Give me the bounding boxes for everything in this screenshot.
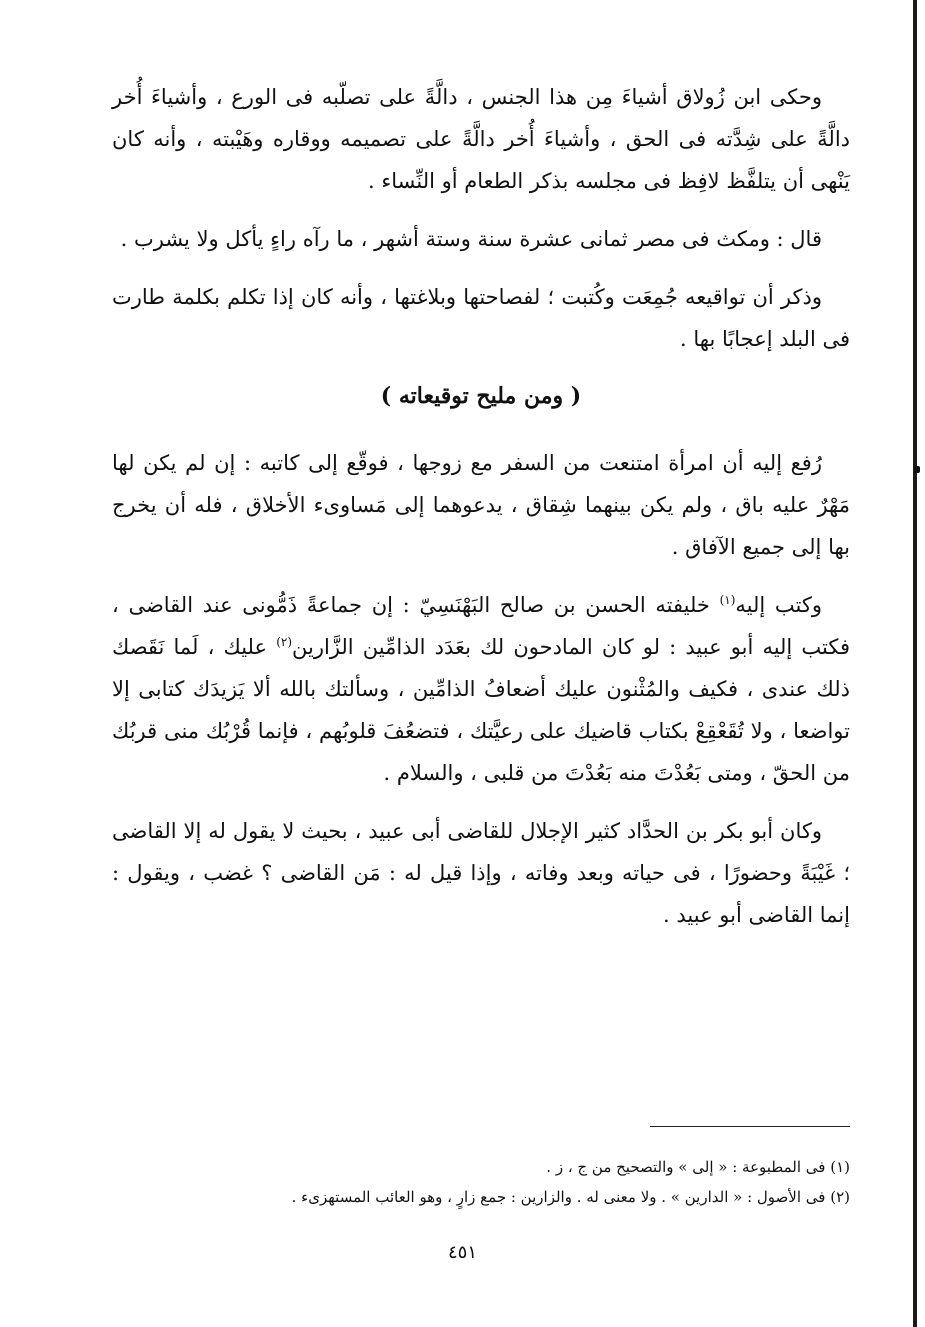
paragraph-6-text: وكان أبو بكر بن الحدَّاد كثير الإجلال للقاضى أبى عبيد ، بحيث لا يقول له إلا القاضى ؛ غَيْبَةً وحضورًا ، فى حياته وبعد وفاته ، وإذا قيل له : مَن القاضى ؟ غضب ، ويقول : إنما القاضى أبو عبيد .	[112, 819, 850, 927]
footnote-2: (٢) فى الأصول : « الدارين » . ولا معنى له . والزارين : جمع زارٍ ، وهو العائب المستهزىء .	[291, 1188, 850, 1206]
paragraph-3: وذكر أن تواقيعه جُمِعَت وكُتبت ؛ لفصاحتها وبلاغتها ، وأنه كان إذا تكلم بكلمة طارت فى البلد إعجابًا بها .	[112, 285, 850, 351]
paragraph-6	[112, 810, 850, 936]
edge-mark	[914, 466, 920, 473]
paragraph-1: وحكى ابن زُولاق أشياءَ مِن هذا الجنس ، دالَّةً على تصلّبه فى الورع ، وأشياءَ أُخر دالَّةً على شِدَّته فى الحق ، وأشياءَ أُخر دالَّةً على تصميمه ووقاره وهَيْبته ، وأنه كان يَنْهى أن يتلفَّظ لافِظ فى مجلسه بذكر الطعام أو النِّساء .	[112, 85, 850, 193]
page-number: ٤٥١	[447, 1242, 477, 1263]
page-edge-rule	[913, 0, 917, 1327]
footnote-1: (١) فى المطبوعة : « إلى » والتصحيح من ج ، ز .	[546, 1158, 850, 1176]
paragraph-4	[112, 442, 850, 568]
page-body	[112, 76, 850, 952]
paragraph-4-text: رُفع إليه أن امرأة امتنعت من السفر مع زوجها ، فوقّع إلى كاتبه : إن لم يكن لها مَهْرٌ عليه باق ، ولم يكن بينهما شِقاق ، يدعوهما إلى مَساوىء الأخلاق ، فله أن يخرج بها إلى جميع الآفاق .	[112, 451, 850, 559]
paragraph-2: قال : ومكث فى مصر ثمانى عشرة سنة وستة أشهر ، ما رآه راءٍ يأكل ولا يشرب .	[120, 227, 822, 251]
footnotes	[112, 1152, 850, 1212]
paragraph-5-text-b: خليفته الحسن بن صالح البَهْنَسِيّ : إن جماعةً ذَمُّونى عند القاضى ، فكتب إليه أبو عبيد : لو كان المادحون لك بعَدَد الذامِّين الزَّارين	[112, 593, 851, 659]
footnote-separator	[650, 1126, 850, 1127]
paragraph-5-text-a: وكتب إليه	[735, 593, 823, 617]
section-heading: ( ومن مليح توقيعاته )	[380, 383, 582, 409]
footnote-ref-2: (٢)	[276, 635, 293, 649]
paragraph-5	[112, 584, 850, 794]
paragraph-5-text-c: عليك ، لَما نَقَصك ذلك عندى ، فكيف والمُثْنون عليك أضعافُ الذامِّين ، وسألتك بالله ألا يَزيدَك كتابى إلا تواضعا ، ولا تُقَعْقِعْ بكتاب قاضيك على رعيَّتك ، فتضعُفَ قلوبُهم ، فإنما قُرْبُك منى قربُك من الحقّ ، ومتى بَعُدْتَ منه بَعُدْتَ من قلبى ، والسلام .	[112, 635, 850, 785]
footnote-ref-1: (١)	[719, 593, 736, 607]
